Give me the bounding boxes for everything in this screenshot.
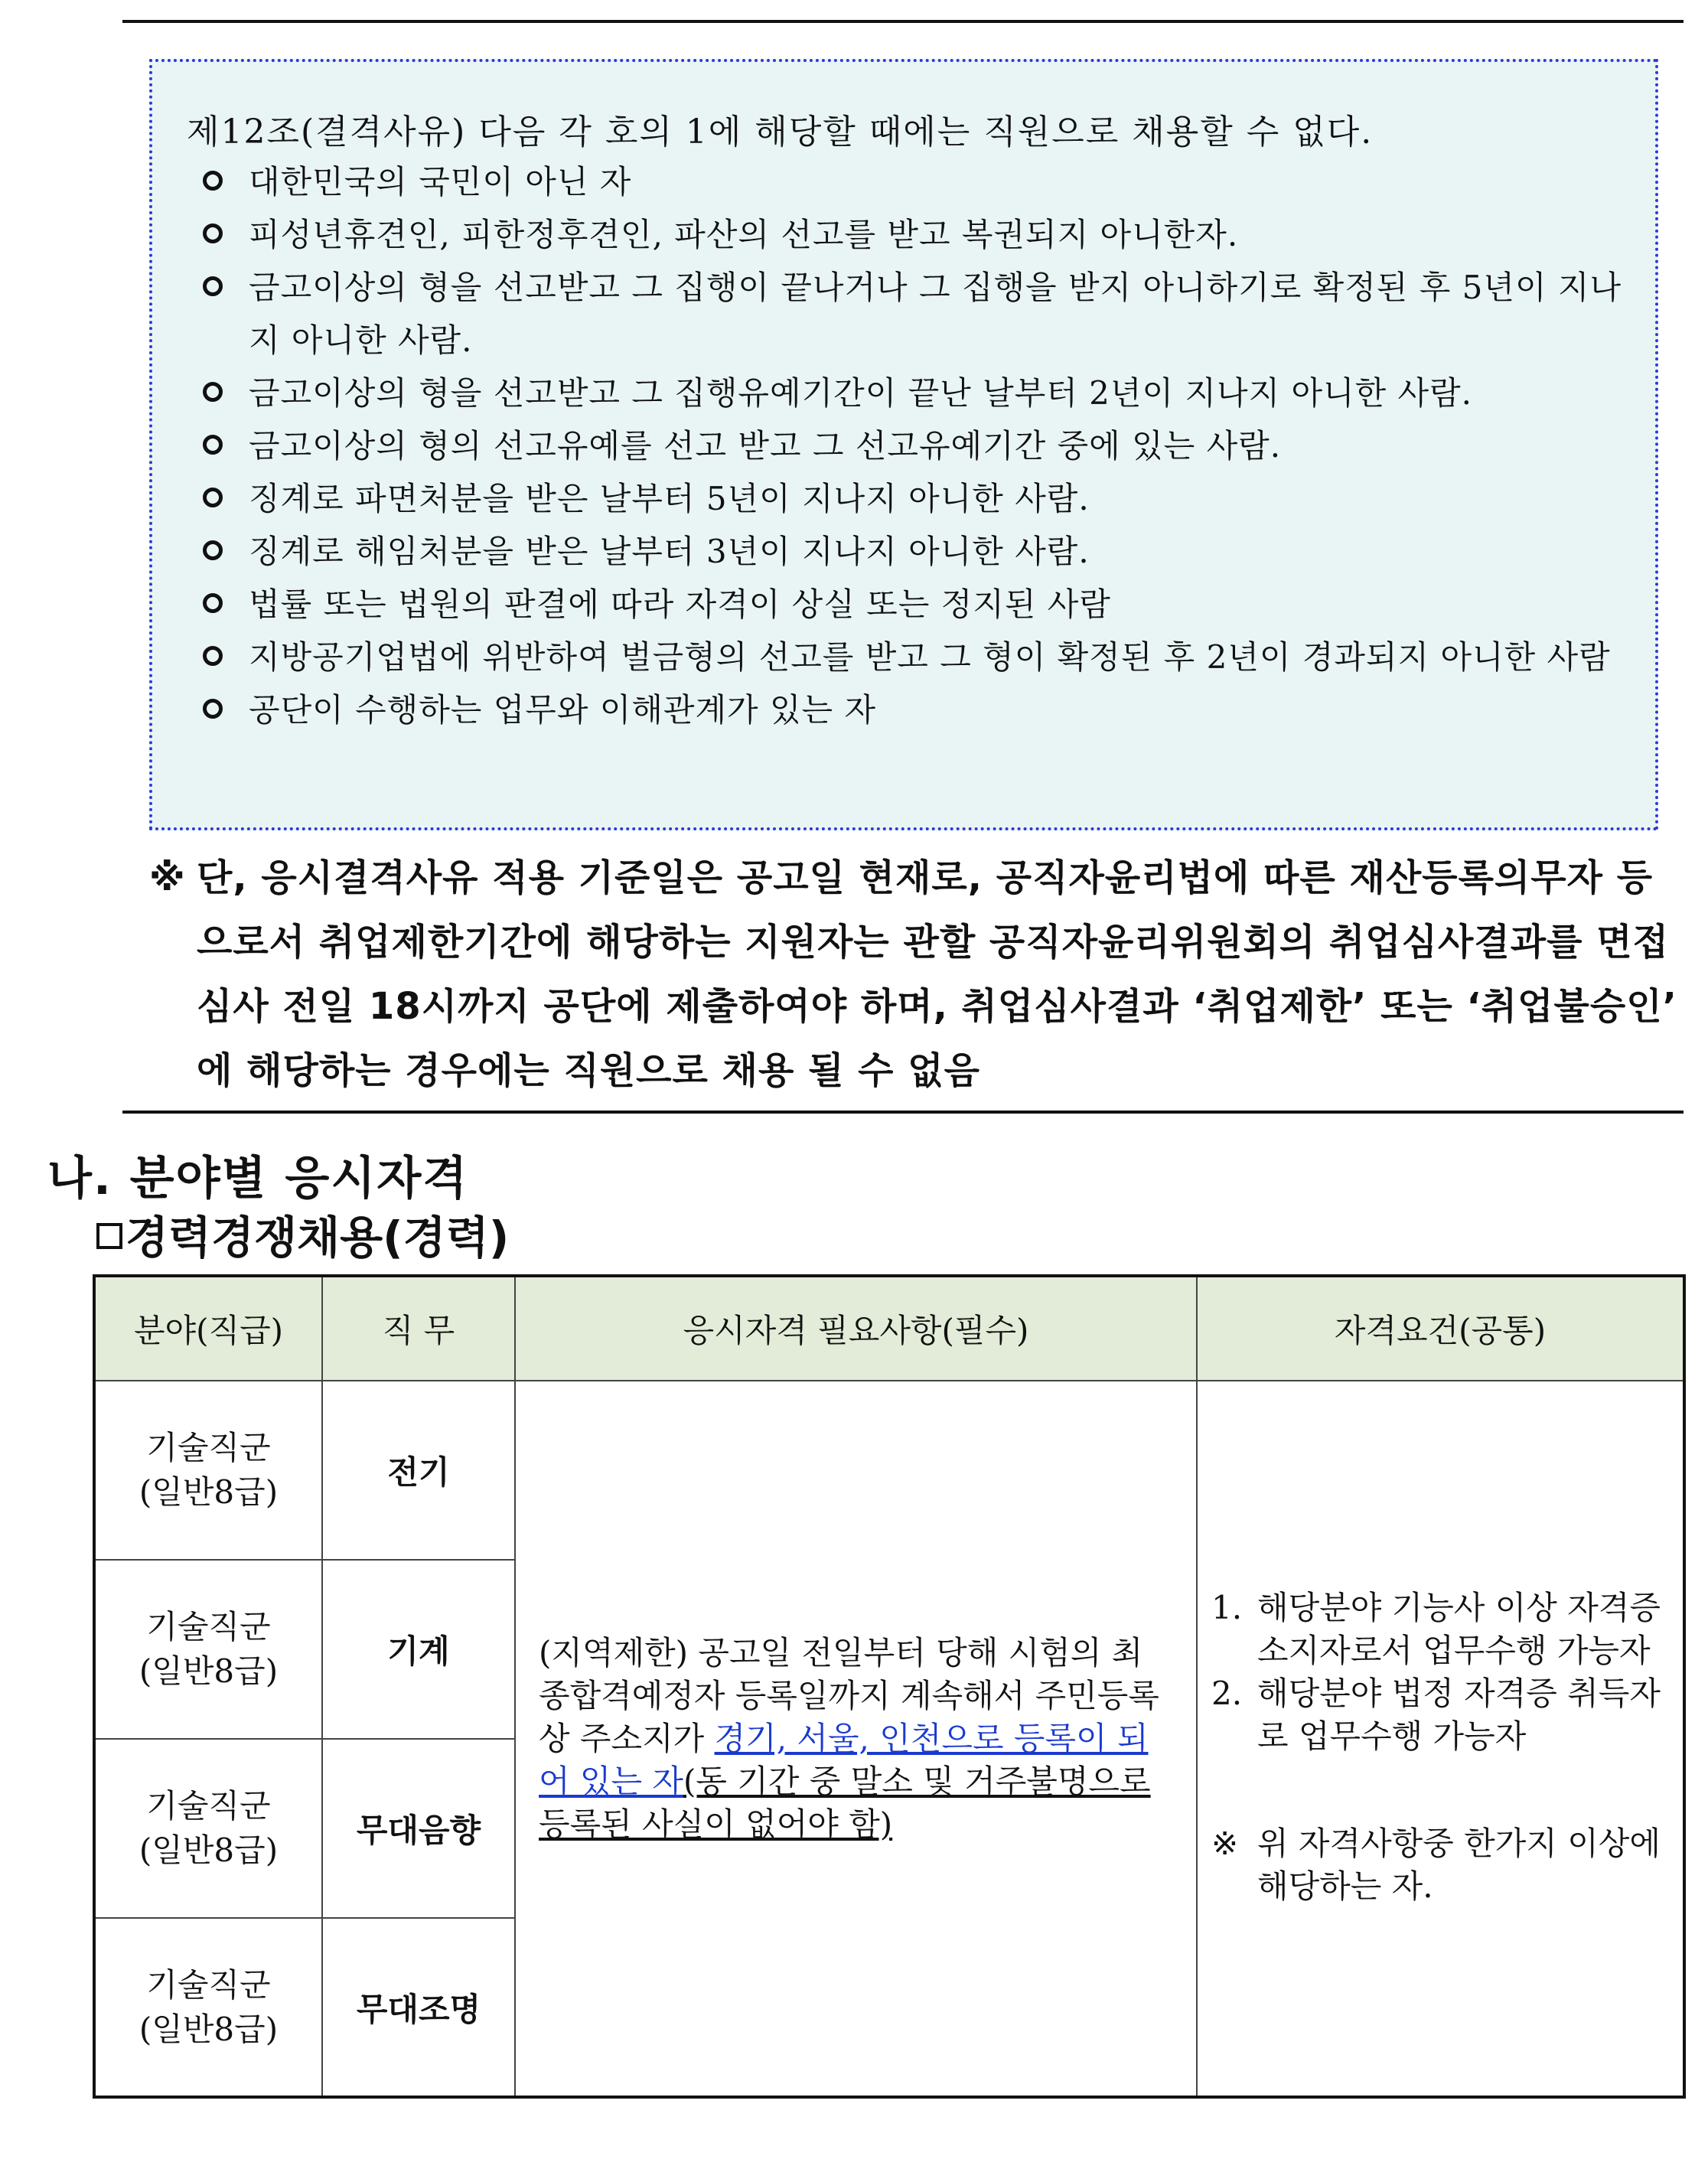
circle-bullet-icon — [203, 646, 223, 666]
duty-cell: 기계 — [322, 1560, 515, 1739]
list-item: 금고이상의 형의 선고유예를 선고 받고 그 선고유예기간 중에 있는 사람. — [198, 419, 1637, 472]
common-note: ※ 위 자격사항중 한가지 이상에 해당하는 자. — [1211, 1825, 1661, 1905]
circle-bullet-icon — [203, 171, 223, 191]
list-item: 징계로 해임처분을 받은 날부터 3년이 지나지 아니한 사람. — [198, 525, 1637, 578]
circle-bullet-icon — [203, 276, 223, 296]
region-requirement: 경기, 서울, 인천으로 등록이 되어 있는 자 — [539, 1719, 1149, 1800]
top-rule — [122, 20, 1684, 23]
checkbox-square-icon — [96, 1223, 122, 1249]
note-text: 단, 응시결격사유 적용 기준일은 공고일 현재로, 공직자윤리법에 따른 재산등록의무자 등으로서 취업제한기간에 해당하는 지원자는 관할 공직자윤리위원회의 취업심사결과를 면접심사 전일 18시까지 공단에 제출하여야 하며, 취업심사결과 ‘취업제한’ 또는 ‘취업불승인’ 에 해당하는 경우에는 직원으로 채용 될 수 없음 — [197, 856, 1677, 1092]
field-cell: 기술직군 (일반8급) — [94, 1739, 322, 1918]
section-title: 나. 분야별 응시자격 — [47, 1152, 469, 1205]
field-cell: 기술직군 (일반8급) — [94, 1560, 322, 1739]
circle-bullet-icon — [203, 593, 223, 613]
bottom-rule — [122, 1111, 1684, 1114]
requirement-cell: (지역제한) 공고일 전일부터 당해 시험의 최종합격예정자 등록일까지 계속해서 주민등록상 주소지가 경기, 서울, 인천으로 등록이 되어 있는 자(동 기간 중 말소 및 거주불명으로 등록된 사실이 없어야 함) — [515, 1381, 1197, 2097]
circle-bullet-icon — [203, 488, 223, 507]
reference-mark-icon: ※ — [149, 856, 186, 899]
article-title: 제12조(결격사유) 다음 각 호의 1에 해당할 때에는 직원으로 채용할 수 없다. — [187, 113, 1374, 152]
list-item: 금고이상의 형을 선고받고 그 집행이 끝나거나 그 집행을 받지 아니하기로 확정된 후 5년이 지나지 아니한 사람. — [198, 261, 1637, 367]
field-cell: 기술직군 (일반8급) — [94, 1381, 322, 1560]
list-item: 대한민국의 국민이 아닌 자 — [198, 155, 1637, 208]
circle-bullet-icon — [203, 223, 223, 243]
disqualification-note — [149, 846, 1680, 1103]
list-item: 2. 해당분야 법정 자격증 취득자로 업무수행 가능자 — [1211, 1675, 1661, 1755]
header-field: 분야(직급) — [94, 1276, 322, 1381]
circle-bullet-icon — [203, 540, 223, 560]
header-requirement: 응시자격 필요사항(필수) — [515, 1276, 1197, 1381]
list-item: 1. 해당분야 기능사 이상 자격증 소지자로서 업무수행 가능자 — [1211, 1589, 1661, 1669]
list-item: 법률 또는 법원의 판결에 따라 자격이 상실 또는 정지된 사람 — [198, 578, 1637, 631]
subsection-title: 경력경쟁채용(경력) — [96, 1202, 509, 1266]
header-duty: 직 무 — [322, 1276, 515, 1381]
circle-bullet-icon — [203, 382, 223, 402]
common-requirement-cell — [1197, 1381, 1684, 2097]
disqualification-list — [198, 155, 1637, 736]
duty-cell: 무대조명 — [322, 1918, 515, 2097]
duty-cell: 전기 — [322, 1381, 515, 1560]
list-item: 지방공기업법에 위반하여 벌금형의 선고를 받고 그 형이 확정된 후 2년이 경과되지 아니한 사람 — [198, 631, 1637, 683]
field-cell: 기술직군 (일반8급) — [94, 1918, 322, 2097]
article-12-box — [149, 59, 1658, 830]
header-common: 자격요건(공통) — [1197, 1276, 1684, 1381]
list-item: 공단이 수행하는 업무와 이해관계가 있는 자 — [198, 683, 1637, 736]
list-item: 금고이상의 형을 선고받고 그 집행유예기간이 끝난 날부터 2년이 지나지 아니한 사람. — [198, 367, 1637, 419]
circle-bullet-icon — [203, 699, 223, 719]
qualification-table — [93, 1274, 1686, 2099]
table-header-row — [94, 1276, 1684, 1381]
list-item: 징계로 파면처분을 받은 날부터 5년이 지나지 아니한 사람. — [198, 472, 1637, 525]
list-item: 피성년휴견인, 피한정후견인, 파산의 선고를 받고 복권되지 아니한자. — [198, 208, 1637, 261]
common-requirement-list — [1211, 1587, 1669, 1758]
circle-bullet-icon — [203, 435, 223, 455]
table-row — [94, 1381, 1684, 1560]
duty-cell: 무대음향 — [322, 1739, 515, 1918]
